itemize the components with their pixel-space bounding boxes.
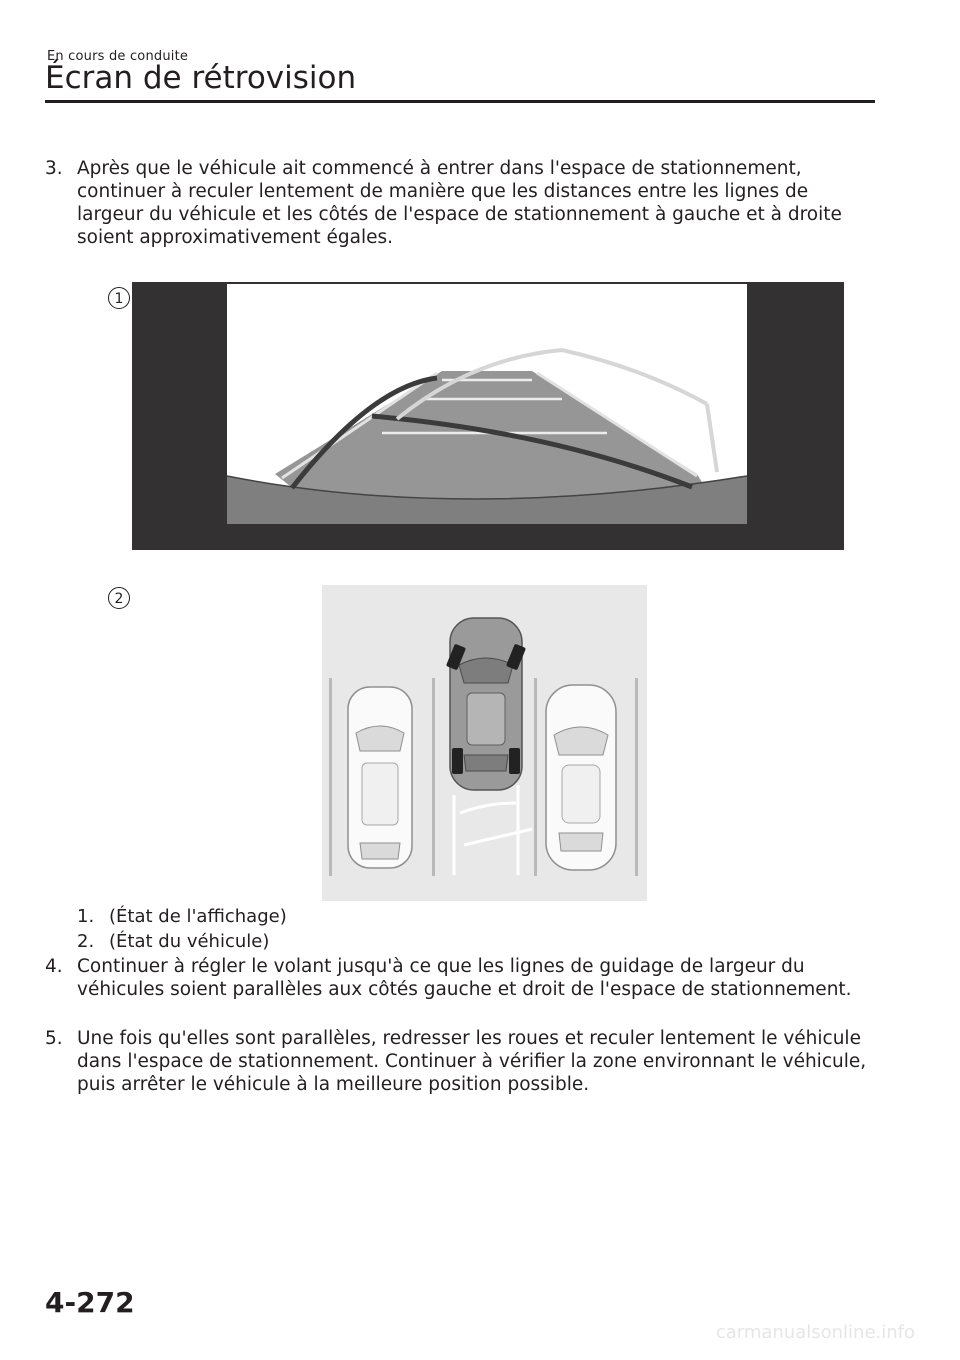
page-number: 4-272 bbox=[45, 1286, 135, 1319]
step-4 bbox=[45, 955, 875, 1001]
right-parked-car bbox=[546, 685, 616, 870]
rear-camera-display bbox=[132, 282, 844, 550]
step-3 bbox=[45, 157, 875, 249]
parking-line bbox=[534, 678, 537, 876]
parking-line bbox=[329, 678, 332, 876]
callout-2 bbox=[77, 930, 269, 953]
step-5 bbox=[45, 1027, 875, 1096]
step-text: Continuer à régler le volant jusqu'à ce que les lignes de guidage de largeur du véhicules soient parallèles aux côtés gauche et droit de l'espace de stationnement. bbox=[77, 956, 852, 1000]
callout-text: (État de l'affichage) bbox=[109, 906, 287, 927]
figure-badge-2: 2 bbox=[108, 587, 130, 609]
figure-badge-1: 1 bbox=[108, 287, 130, 309]
callout-number: 1. bbox=[77, 906, 95, 927]
step-text: Une fois qu'elles sont parallèles, redresser les roues et reculer lentement le véhicule dans l'espace de stationnement. Continuer à vérifier la zone environnant le véhicule, puis arrêter le véhicule à la meilleure position possible. bbox=[77, 1028, 867, 1095]
vehicle-position-diagram bbox=[322, 585, 647, 901]
step-number: 4. bbox=[45, 956, 63, 977]
step-number: 5. bbox=[45, 1028, 63, 1049]
callout-1 bbox=[77, 905, 287, 928]
section-label: En cours de conduite bbox=[47, 49, 189, 64]
left-parked-car bbox=[348, 687, 412, 868]
parking-line bbox=[635, 678, 638, 876]
title-rule bbox=[45, 100, 875, 103]
step-text: Après que le véhicule ait commencé à entrer dans l'espace de stationnement, continuer à reculer lentement de manière que les distances entre les lignes de largeur du véhicule et les côtés de l'espace de stationnement à gauche et à droite soient approximativement égales. bbox=[77, 158, 842, 248]
callout-text: (État du véhicule) bbox=[109, 931, 270, 952]
step-number: 3. bbox=[45, 158, 63, 179]
parking-line bbox=[432, 678, 435, 876]
callout-number: 2. bbox=[77, 931, 95, 952]
page-title: Écran de rétrovision bbox=[45, 60, 357, 96]
watermark: carmanualsonline.info bbox=[715, 1322, 915, 1343]
reversing-vehicle bbox=[446, 618, 526, 790]
